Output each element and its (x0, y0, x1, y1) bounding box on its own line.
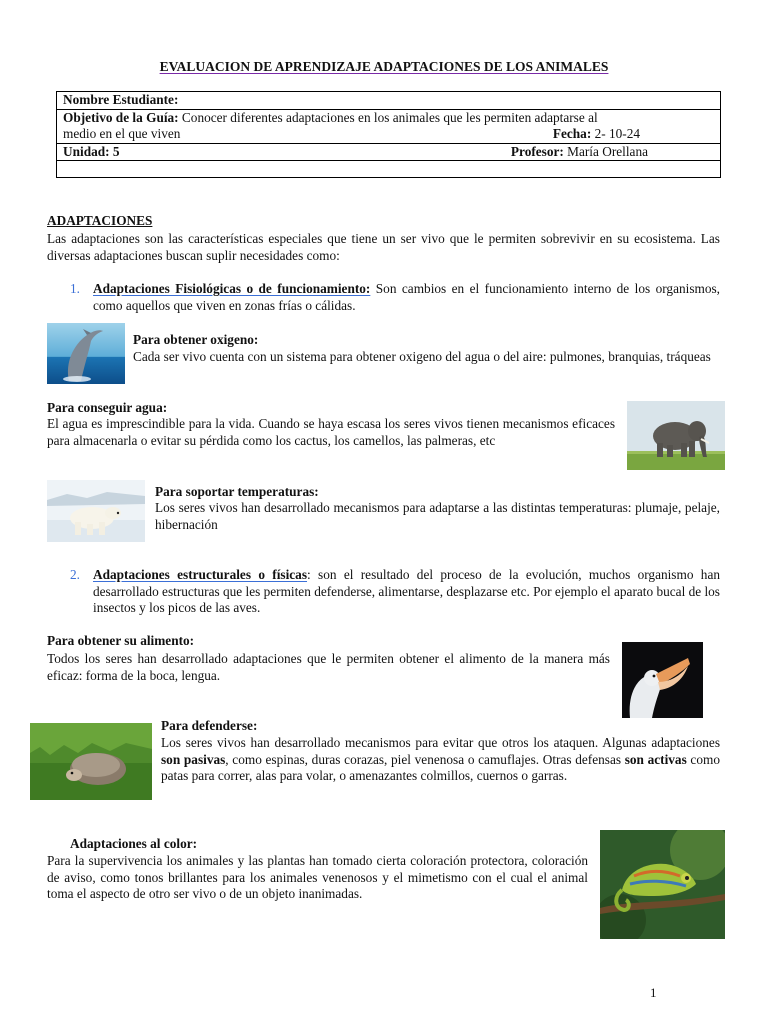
list-item-2 (93, 567, 720, 617)
defense-text (161, 735, 720, 785)
teacher-label: Profesor: (510, 143, 564, 159)
oxygen-text: Cada ser vivo cuenta con un sistema para obtener oxigeno del agua o del aire: pulmones, branquias, tráqueas (133, 349, 711, 364)
chameleon-photo (600, 830, 725, 939)
defense-heading: Para defenderse: (161, 718, 258, 733)
list-number-2: 2. (70, 567, 80, 582)
temperature-heading: Para soportar temperaturas: (155, 484, 319, 499)
list-number-1: 1. (70, 281, 80, 296)
list-item-1-text: Son cambios en el funcionamiento interno de los organismos, como aquellos que viven en zonas frías o cálidas. (93, 281, 720, 313)
page-number: 1 (650, 985, 657, 1000)
objective-label: Objetivo de la Guía: (63, 109, 179, 125)
elephant-photo (627, 401, 725, 470)
oxygen-heading: Para obtener oxigeno: (133, 332, 259, 347)
list-item-2-title: Adaptaciones estructurales o físicas (93, 567, 308, 582)
teacher-value: María Orellana (563, 143, 648, 159)
defense-text-2: , como espinas, duras corazas, piel venenosa o camuflajes. Otras defensas (225, 751, 625, 767)
temperature-text: Los seres vivos han desarrollado mecanismos para adaptarse a las distintas temperaturas: plumaje, pelaje, hibernación (155, 500, 720, 532)
objective-text-cont: medio en el que viven (63, 126, 181, 142)
hedgehog-photo (30, 723, 152, 800)
intro-heading: ADAPTACIONES (47, 213, 153, 228)
empty-cell (57, 161, 721, 178)
student-cell (57, 92, 721, 110)
defense-passive: son pasivas (161, 751, 226, 767)
defense-text-1: Los seres vivos han desarrollado mecanismos para evitar que otros los ataquen. Algunas adaptaciones (161, 735, 720, 750)
page-title: EVALUACION DE APRENDIZAJE ADAPTACIONES DE LOS ANIMALES (159, 59, 609, 74)
date-value: 2- 10-24 (591, 126, 640, 142)
defense-text-3: como patas para correr, alas para volar, o amenazantes colmillos, cuernos o garras. (161, 751, 720, 784)
objective-text: Conocer diferentes adaptaciones en los animales que les permiten adaptarse al (178, 109, 598, 125)
info-table (56, 91, 721, 178)
unit-cell (57, 143, 721, 161)
water-text: El agua es imprescindible para la vida. Cuando se haya escasa los seres vivos tienen mecanismos eficaces para almacenarla o evitar su pérdida como los cactus, los camellos, las palmeras, etc (47, 416, 615, 448)
pelican-photo (622, 642, 703, 718)
polar-bear-photo (47, 480, 145, 542)
water-heading: Para conseguir agua: (47, 400, 168, 415)
food-text: Todos los seres han desarrollado adaptaciones que le permiten obtener el alimento de la manera más eficaz: forma de la boca, lengua. (47, 651, 610, 683)
unit-label: Unidad: 5 (63, 143, 120, 159)
objective-cell (57, 109, 721, 143)
list-item-1 (93, 281, 720, 314)
student-label: Nombre Estudiante: (63, 92, 179, 107)
list-item-1-title: Adaptaciones Fisiológicas o de funcionamiento: (93, 281, 371, 296)
list-item-2-text: : son el resultado del proceso de la evolución, muchos organismo han desarrollado estructuras que les permiten defenderse, alimentarse, desplazarse etc. Por ejemplo el aparato bucal de los insectos y los picos de las aves. (93, 567, 720, 616)
dolphin-photo (47, 323, 125, 384)
color-heading: Adaptaciones al color: (70, 836, 198, 851)
date-label: Fecha: (552, 126, 592, 142)
intro-text: Las adaptaciones son las características especiales que tiene un ser vivo que le permiten sobrevivir en su ecosistema. Las diversas adaptaciones buscan suplir necesidades como: (47, 231, 720, 263)
color-text: Para la supervivencia los animales y las plantas han tomado cierta coloración protectora, coloración de aviso, como tonos brillantes para los animales venenosos y el mimetismo con el cual el animal toma el aspecto de otro ser vivo o de un objeto inanimadas. (47, 853, 588, 902)
defense-active: son activas (624, 751, 687, 767)
food-heading: Para obtener su alimento: (47, 633, 195, 648)
